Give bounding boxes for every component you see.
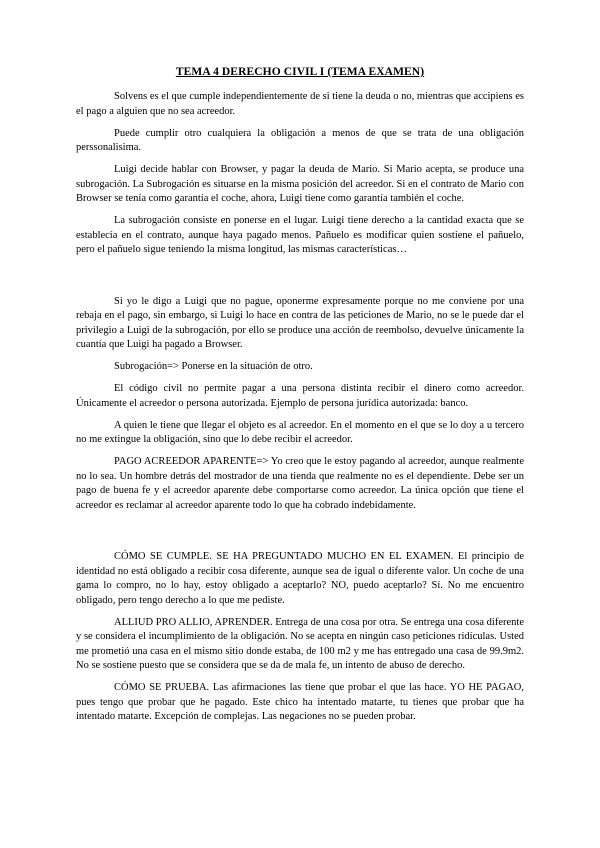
- paragraph-solvens: Solvens es el que cumple independientemente de si tiene la deuda o no, mientras que accipiens es el pago a alguien que no sea acreedor.: [76, 91, 524, 117]
- paragraph-como-se-prueba: CÓMO SE PRUEBA. Las afirmaciones las tiene que probar el que las hace. YO HE PAGAO, pues tengo que probar que he pagado. Este chico ha intentado matarte, tu tienes que probar que ha intentado matarte. Excepción de complejas. Las negaciones no se pueden probar.: [76, 682, 524, 722]
- paragraph-acreedor-aparente: PAGO ACREEDOR APARENTE=> Yo creo que le estoy pagando al acreedor, aunque realmente no lo sea. Un hombre detrás del mostrador de una tienda que realmente no es el dependiente. Debe ser un pago de buena fe y el acreedor aparente debe comportarse como acreedor. La única opción que tiene el acreedor es reclamar al acreedor aparente todo lo que ha cobrado indebidamente.: [76, 456, 524, 511]
- paragraph-accion-reembolso: Si yo le digo a Luigi que no pague, oponerme expresamente porque no me conviene por una rebaja en el pago, sin embargo, si Luigi lo hace en contra de las peticiones de Mario, no se le puede dar el privilegio a Luigi de la subrogación, por ello se produce una acción de reembolso, devuelve únicamente la cuantía que Luigi ha pagado a Browser.: [76, 295, 524, 350]
- paragraph-llegar-objeto: A quien le tiene que llegar el objeto es al acreedor. En el momento en el que se lo doy a u tercero no me extingue la obligación, sino que lo debe recibir el acreedor.: [76, 419, 524, 445]
- paragraph-luigi-browser: Luigi decide hablar con Browser, y pagar la deuda de Mario. Si Mario acepta, se produce una subrogación. La Subrogación es situarse en la misma posición del acreedor. Si en el contrato de Mario con Browser se tenía como garantía el coche, ahora, Luigi tiene como garantía también el coche.: [76, 164, 524, 204]
- document-title: TEMA 4 DERECHO CIVIL I (TEMA EXAMEN): [175, 66, 425, 78]
- paragraph-subrogacion-definicion: Subrogación=> Ponerse en la situación de otro.: [114, 361, 313, 372]
- paragraph-como-se-cumple: CÓMO SE CUMPLE. SE HA PREGUNTADO MUCHO EN EL EXAMEN. El principio de identidad no está obligado a recibir cosa diferente, aunque sea de igual o diferente valor. Un coche de una gama lo compro, no lo hay, estoy obligado a aceptarlo? NO, puedo aceptarlo? Sí. No me encuentro obligado, pero tengo derecho a lo que me pediste.: [76, 551, 524, 606]
- paragraph-subrogacion-lugar: La subrogación consiste en ponerse en el lugar. Luigi tiene derecho a la cantidad exacta que se establecía en el contrato, aunque haya pagado menos. Pañuelo es modificar quien sostiene el pañuelo, pero el pañuelo sigue teniendo la misma longitud, las mismas características…: [76, 215, 524, 255]
- paragraph-codigo-civil: El código civil no permite pagar a una persona distinta recibir el dinero como acreedor. Únicamente el acreedor o persona autorizada. Ejemplo de persona jurídica autorizada: banco.: [76, 383, 524, 409]
- paragraph-cumplir-otro: Puede cumplir otro cualquiera la obligación a menos de que se trata de una obligación perssonalisima.: [76, 127, 524, 153]
- paragraph-alliud-pro-allio: ALLIUD PRO ALLIO, APRENDER. Entrega de una cosa por otra. Se entrega una cosa diferente y se considera el incumplimiento de la obligación. No se acepta en ningún caso peticiones ridículas. Usted me prometió una casa en el mismo sitio donde estaba, de 100 m2 y me has entregado una casa de 99.9m2. No se sostiene puesto que se considera que se da de mala fe, un intento de abuso de derecho.: [76, 616, 524, 671]
